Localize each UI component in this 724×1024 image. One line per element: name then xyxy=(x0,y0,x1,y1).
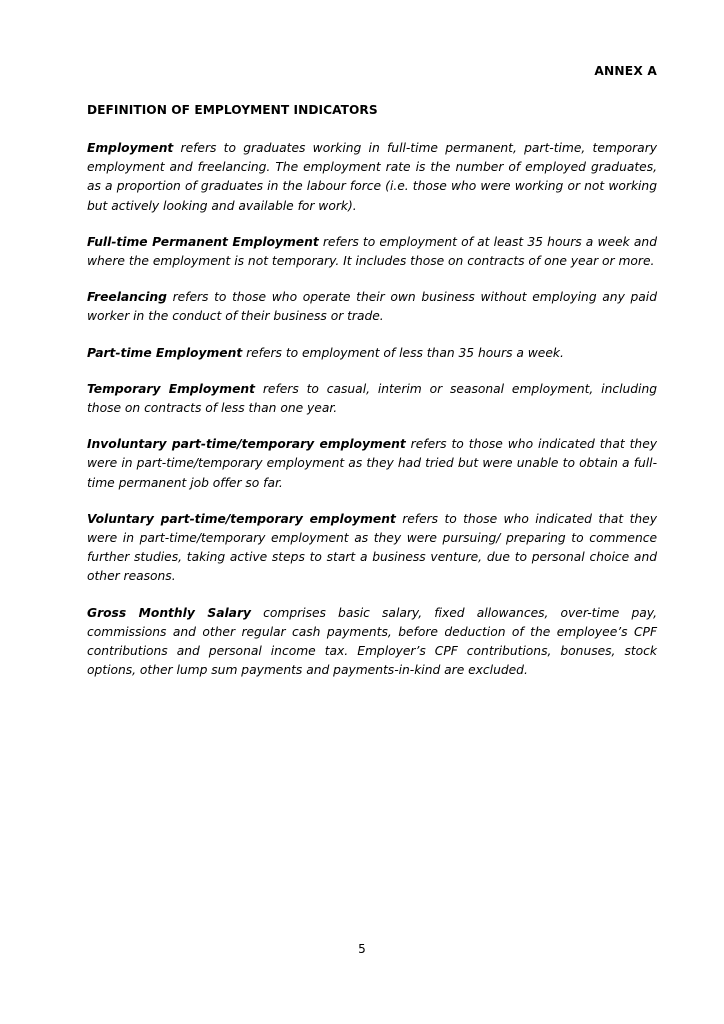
definition-description: refers to employment of at least 35 hours a week and where the employment is not temporary. It includes those on contracts of one year or more. xyxy=(87,234,657,269)
definition-term: Temporary Employment xyxy=(87,381,255,396)
definition-description: refers to employment of less than 35 hours a week. xyxy=(242,345,564,360)
definition-paragraph xyxy=(87,233,657,271)
annex-label: ANNEX A xyxy=(594,64,657,78)
definition-description: refers to those who indicated that they were in part-time/temporary employment as they had tried but were unable to obtain a full-time permanent job offer so far. xyxy=(87,437,657,490)
definition-term: Gross Monthly Salary xyxy=(87,605,251,620)
definition-description: refers to those who indicated that they were in part-time/temporary employment as they were pursuing/ preparing to commence further studies, taking active steps to start a business venture, due to personal choice and other reasons. xyxy=(87,511,657,584)
definition-term: Full-time Permanent Employment xyxy=(87,234,319,249)
page-number: 5 xyxy=(358,942,366,956)
definition-paragraph xyxy=(87,288,657,326)
definition-paragraph xyxy=(87,510,657,587)
definition-description: refers to casual, interim or seasonal employment, including those on contracts of less than one year. xyxy=(87,381,658,416)
definitions-list xyxy=(87,139,657,680)
definition-term: Part-time Employment xyxy=(87,345,243,360)
definition-term: Freelancing xyxy=(87,290,167,305)
definition-term: Employment xyxy=(87,141,174,155)
definition-term: Involuntary part-time/temporary employment xyxy=(87,437,406,452)
definition-description: comprises basic salary, fixed allowances, over-time pay, commissions and other regular cash payments, before deduction of the employee’s CPF contributions and personal income tax. Employer’s CPF contributions, bonuses, stock options, other lump sum payments and payments-in-kind are excluded. xyxy=(87,605,657,678)
definition-paragraph xyxy=(87,435,657,493)
definition-paragraph xyxy=(87,604,657,681)
definition-description: refers to graduates working in full-time permanent, part-time, temporary employment and freelancing. The employment rate is the number of employed graduates, as a proportion of graduates in the labour force (i.e. those who were working or not working but actively looking and available for work). xyxy=(87,141,657,213)
page-title: DEFINITION OF EMPLOYMENT INDICATORS xyxy=(87,103,378,117)
definition-paragraph xyxy=(87,344,657,363)
definition-paragraph xyxy=(87,380,657,418)
definition-paragraph xyxy=(87,139,657,216)
definition-term: Voluntary part-time/temporary employment xyxy=(87,511,396,526)
definition-description: refers to those who operate their own business without employing any paid worker in the conduct of their business or trade. xyxy=(87,290,657,324)
